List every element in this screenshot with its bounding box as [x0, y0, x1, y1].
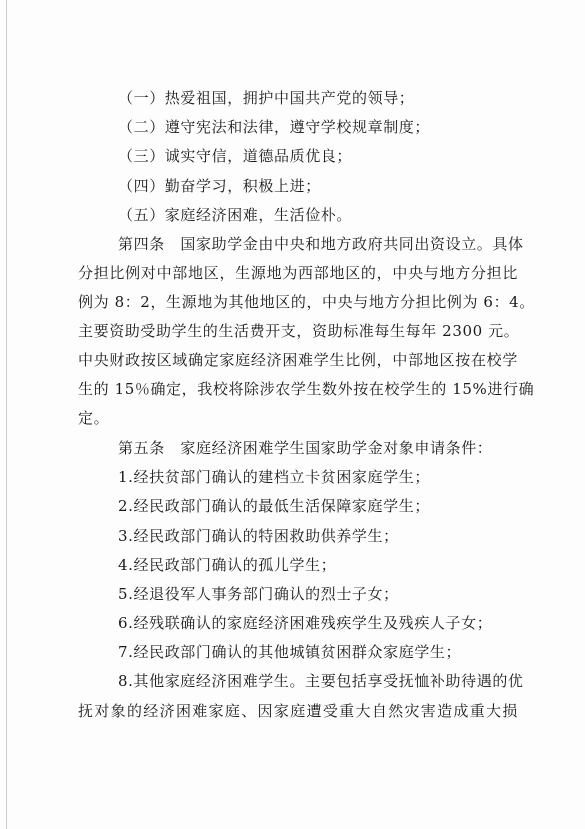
article-5-item: 1.经扶贫部门确认的建档立卡贫困家庭学生；: [118, 468, 430, 487]
article-5: [78, 434, 524, 726]
condition-item: （五）家庭经济困难，生活俭朴。: [118, 205, 353, 224]
conditions-list: [78, 84, 518, 230]
condition-item: （一）热爱祖国，拥护中国共产党的领导；: [118, 89, 415, 107]
condition-item: （四）勤奋学习，积极上进；: [118, 176, 321, 195]
article-5-item: 6.经残联确认的家庭经济困难残疾学生及残疾人子女；: [118, 614, 493, 633]
article-5-item-8: 抚对象的经济困难家庭、因家庭遭受重大自然灾害造成重大损: [78, 701, 518, 720]
article-4-line: 中央财政按区域确定家庭经济困难学生比例，中部地区按在校学: [78, 350, 518, 369]
article-4-line: 第四条 国家助学金由中央和地方政府共同出资设立。具体: [118, 234, 524, 253]
article-4: [78, 230, 535, 433]
article-4-line: 分担比例对中部地区，生源地为西部地区的，中央与地方分担比: [78, 263, 518, 282]
article-4-line: 生的 15％确定，我校将除涉农学生数外按在校学生的 15%进行确: [78, 379, 535, 398]
article-5-item: 2.经民政部门确认的最低生活保障家庭学生；: [118, 497, 430, 516]
article-4-line: 例为 8：2，生源地为其他地区的，中央与地方分担比例为 6：4。: [78, 292, 535, 311]
article-5-item: 4.经民政部门确认的孤儿学生；: [118, 555, 337, 574]
article-5-heading: 第五条 家庭经济困难学生国家助学金对象申请条件：: [118, 438, 493, 457]
article-5-item-8: 8.其他家庭经济困难学生。主要包括享受抚恤补助待遇的优: [118, 672, 524, 691]
condition-item: （二）遵守宪法和法律，遵守学校规章制度；: [118, 118, 431, 137]
article-4-line: 主要资助受助学生的生活费开支，资助标准每生每年 2300 元。: [78, 321, 520, 340]
article-4-line: 定。: [78, 408, 110, 427]
condition-item: （三）诚实守信，道德品质优良；: [118, 147, 353, 166]
article-5-item: 3.经民政部门确认的特困救助供养学生；: [118, 526, 399, 545]
document-body: [78, 84, 535, 726]
page-edge: [6, 0, 7, 829]
article-5-item: 7.经民政部门确认的其他城镇贫困群众家庭学生；: [118, 643, 462, 662]
article-5-item: 5.经退役军人事务部门确认的烈士子女；: [118, 584, 399, 603]
